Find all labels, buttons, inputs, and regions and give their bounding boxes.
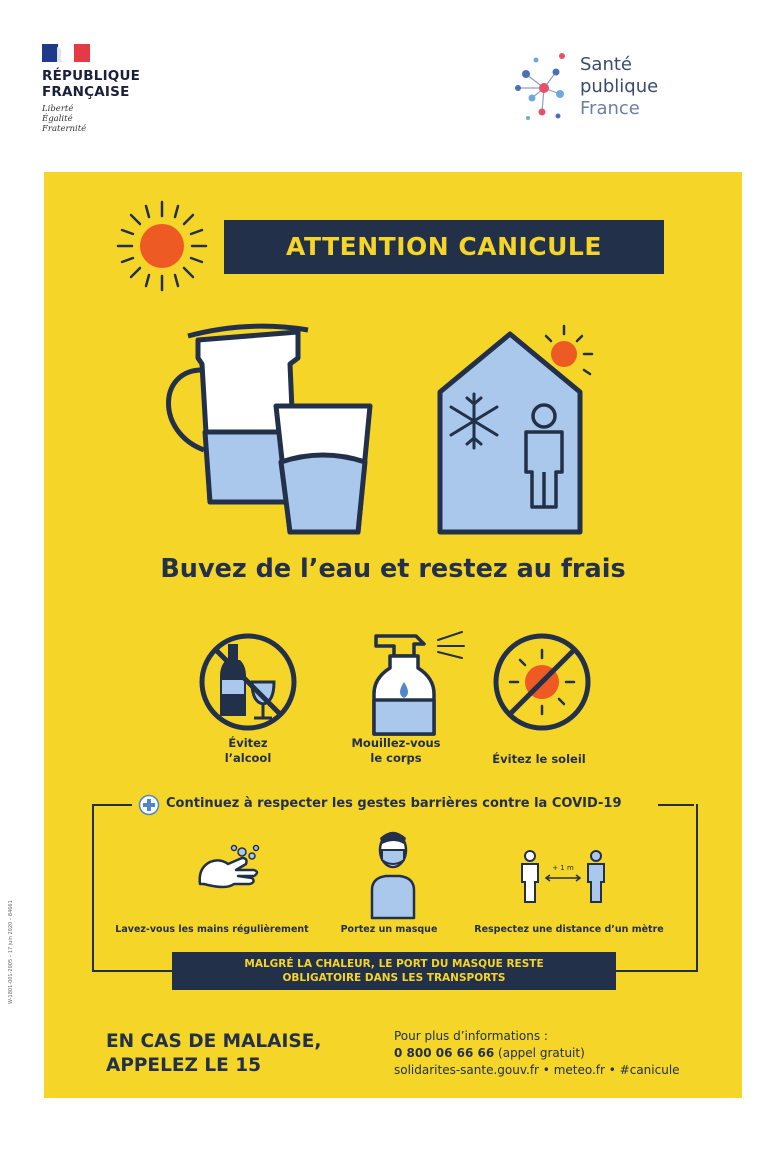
distance-icon bbox=[518, 848, 608, 908]
spray-bottle-icon bbox=[366, 628, 466, 740]
gesture-hands: Lavez-vous les mains régulièrement bbox=[115, 924, 309, 935]
sante-publique-france-logo bbox=[512, 44, 712, 139]
gesture-mask: Portez un masque bbox=[340, 924, 438, 935]
info-links: solidarites-sante.gouv.fr • meteo.fr • #canicule bbox=[394, 1063, 680, 1077]
print-reference: W-1801-001-2005 – 17 juin 2020 – 84661 bbox=[8, 900, 14, 1004]
tip-soleil: Évitez le soleil bbox=[492, 752, 586, 766]
republique-francaise-logo bbox=[42, 44, 202, 154]
title-banner bbox=[224, 220, 664, 274]
mask-person-icon bbox=[370, 824, 416, 920]
no-alcohol-icon bbox=[196, 630, 300, 734]
spf-title: Santé publique France bbox=[580, 54, 659, 119]
cool-house-icon bbox=[434, 322, 604, 542]
tip-alcohol: Évitez l’alcool bbox=[224, 736, 272, 765]
washing-hands-icon bbox=[194, 844, 268, 904]
rf-title: RÉPUBLIQUE FRANÇAISE bbox=[42, 68, 141, 100]
avoid-sun-icon bbox=[490, 630, 594, 734]
emergency-call-text: EN CAS DE MALAISE, APPELEZ LE 15 bbox=[106, 1031, 322, 1076]
covid-title: Continuez à respecter les gestes barrières contre la COVID-19 bbox=[132, 794, 658, 816]
poster-title: ATTENTION CANICULE bbox=[286, 232, 602, 261]
mask-transport-banner: MALGRÉ LA CHALEUR, LE PORT DU MASQUE RESTE OBLIGATOIRE DANS LES TRANSPORTS bbox=[172, 952, 616, 990]
distance-label: + 1 m bbox=[552, 864, 574, 872]
plus-icon bbox=[138, 794, 160, 816]
gesture-distance: Respectez une distance d’un mètre bbox=[474, 924, 664, 935]
tip-mouillez: Mouillez-vous le corps bbox=[351, 736, 441, 765]
rf-motto: Liberté Égalité Fraternité bbox=[42, 104, 87, 134]
info-phone: 0 800 06 66 66 bbox=[394, 1046, 495, 1060]
info-block: Pour plus d’informations : 0 800 06 66 66 (appel gratuit) solidarites-sante.gouv.fr • meteo.fr • #canicule bbox=[394, 1029, 680, 1077]
molecule-icon bbox=[512, 46, 576, 130]
headline: Buvez de l’eau et restez au frais bbox=[160, 554, 626, 584]
sun-icon bbox=[112, 198, 212, 294]
marianne-flag-icon bbox=[42, 44, 90, 62]
water-jug-glass-icon bbox=[158, 312, 382, 542]
canicule-poster bbox=[44, 172, 742, 1098]
